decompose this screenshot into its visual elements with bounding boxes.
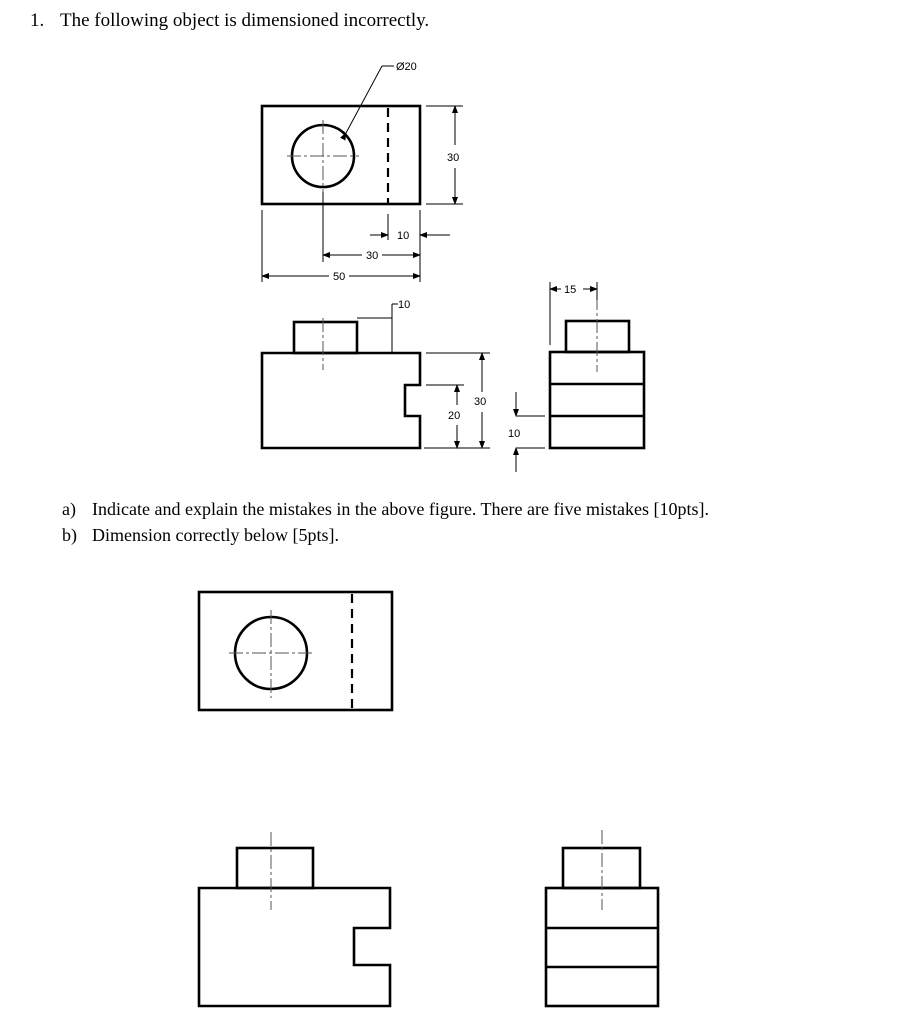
blank-front-view [199, 832, 390, 1006]
question-text: The following object is dimensioned incorrectly. [60, 10, 430, 31]
incorrect-dim-30-right [426, 106, 463, 204]
part-a [62, 496, 709, 522]
incorrect-side-view [550, 296, 644, 448]
label-50-horizontal: 50 [333, 271, 346, 283]
blank-side-view [546, 830, 658, 1006]
label-10-front: 10 [398, 299, 411, 311]
label-15: 15 [564, 284, 577, 296]
incorrect-dims-side [508, 282, 597, 472]
question-number: 1. [30, 10, 45, 31]
incorrect-diameter-leader [346, 61, 417, 133]
label-30-front: 30 [474, 396, 487, 408]
label-30-horizontal: 30 [366, 250, 379, 262]
label-diameter: Ø20 [396, 61, 417, 73]
blank-top-view [199, 592, 392, 710]
label-10-side: 10 [508, 428, 521, 440]
incorrect-dims-front [357, 299, 490, 448]
label-20-front: 20 [448, 410, 461, 422]
part-text: Indicate and explain the mistakes in the above figure. There are five mistakes [10pts]. [92, 499, 709, 519]
incorrect-dims-top-horizontal [262, 192, 450, 283]
incorrect-front-view [262, 318, 420, 448]
question-parts [62, 496, 709, 548]
part-text: Dimension correctly below [5pts]. [92, 525, 339, 545]
label-30-right: 30 [447, 152, 460, 164]
part-letter: a) [62, 499, 76, 519]
part-b [62, 522, 709, 548]
label-10-top: 10 [397, 230, 410, 242]
part-letter: b) [62, 525, 77, 545]
incorrect-top-view [262, 106, 420, 204]
